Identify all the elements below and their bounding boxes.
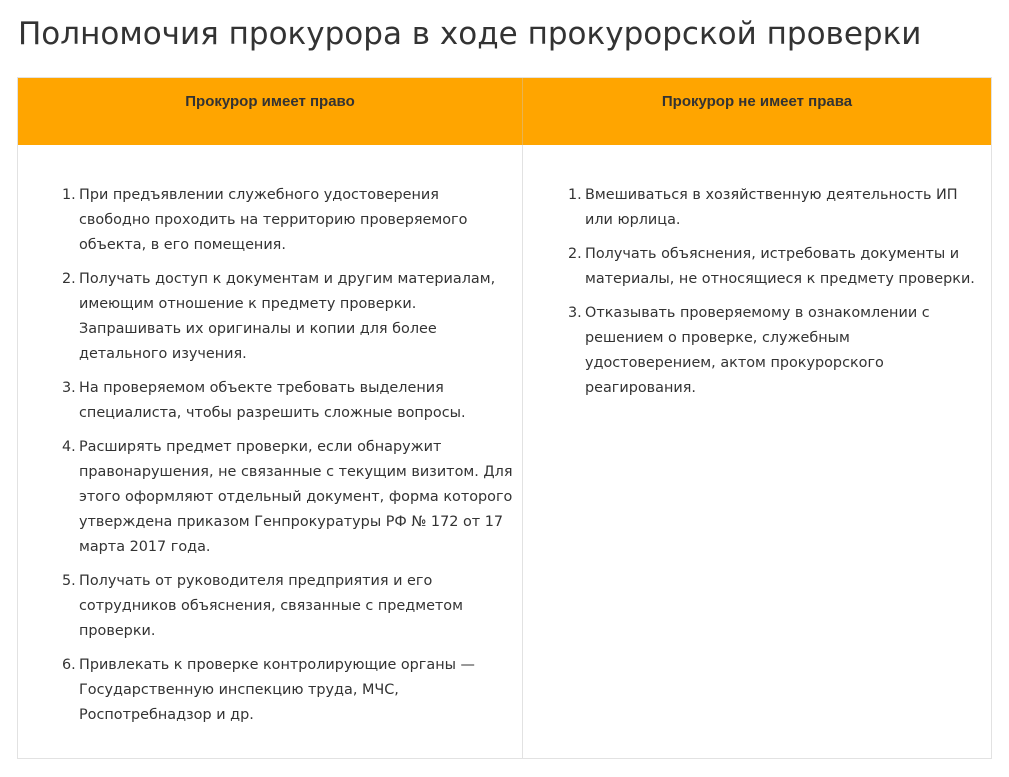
item-number: 2. xyxy=(62,271,76,287)
list-item xyxy=(62,569,522,644)
list-item xyxy=(62,435,522,560)
item-number: 6. xyxy=(62,657,76,673)
no-rights-list xyxy=(523,183,991,401)
header-no-rights: Прокурор не имеет права xyxy=(523,78,991,145)
item-text: Привлекать к проверке контролирующие органы — Государственную инспекцию труда, МЧС, Роспотребнадзор и др. xyxy=(79,657,475,723)
item-number: 4. xyxy=(62,439,76,455)
list-item xyxy=(62,653,522,728)
list-item xyxy=(568,242,991,292)
item-text: При предъявлении служебного удостоверения свободно проходить на территорию проверяемого объекта, в его помещения. xyxy=(79,187,468,253)
list-item xyxy=(62,183,522,258)
header-has-rights: Прокурор имеет право xyxy=(18,78,523,145)
list-item xyxy=(62,376,522,426)
item-text: Отказывать проверяемому в ознакомлении с решением о проверке, служебным удостоверением, актом прокурорского реагирования. xyxy=(585,305,930,396)
has-rights-list xyxy=(18,183,522,728)
item-text: На проверяемом объекте требовать выделения специалиста, чтобы разрешить сложные вопросы. xyxy=(79,380,466,421)
item-number: 1. xyxy=(62,187,76,203)
list-item xyxy=(568,183,991,233)
item-text: Получать объяснения, истребовать документы и материалы, не относящиеся к предмету проверки. xyxy=(585,246,975,287)
item-number: 1. xyxy=(568,187,582,203)
item-number: 5. xyxy=(62,573,76,589)
page-title: Полномочия прокурора в ходе прокурорской проверки xyxy=(18,16,922,52)
item-text: Расширять предмет проверки, если обнаружит правонарушения, не связанные с текущим визитом. Для этого оформляют отдельный документ, форма которого утверждена приказом Генпрокуратуры РФ № 172 от 17 марта 2017 года. xyxy=(79,439,513,555)
rights-table xyxy=(17,77,992,759)
item-number: 2. xyxy=(568,246,582,262)
item-text: Вмешиваться в хозяйственную деятельность ИП или юрлица. xyxy=(585,187,958,228)
item-number: 3. xyxy=(62,380,76,396)
item-text: Получать доступ к документам и другим материалам, имеющим отношение к предмету проверки. Запрашивать их оригиналы и копии для более детального изучения. xyxy=(79,271,496,362)
item-number: 3. xyxy=(568,305,582,321)
item-text: Получать от руководителя предприятия и его сотрудников объяснения, связанные с предметом проверки. xyxy=(79,573,463,639)
has-rights-cell xyxy=(18,145,523,758)
no-rights-cell xyxy=(523,145,991,758)
list-item xyxy=(568,301,991,401)
list-item xyxy=(62,267,522,367)
